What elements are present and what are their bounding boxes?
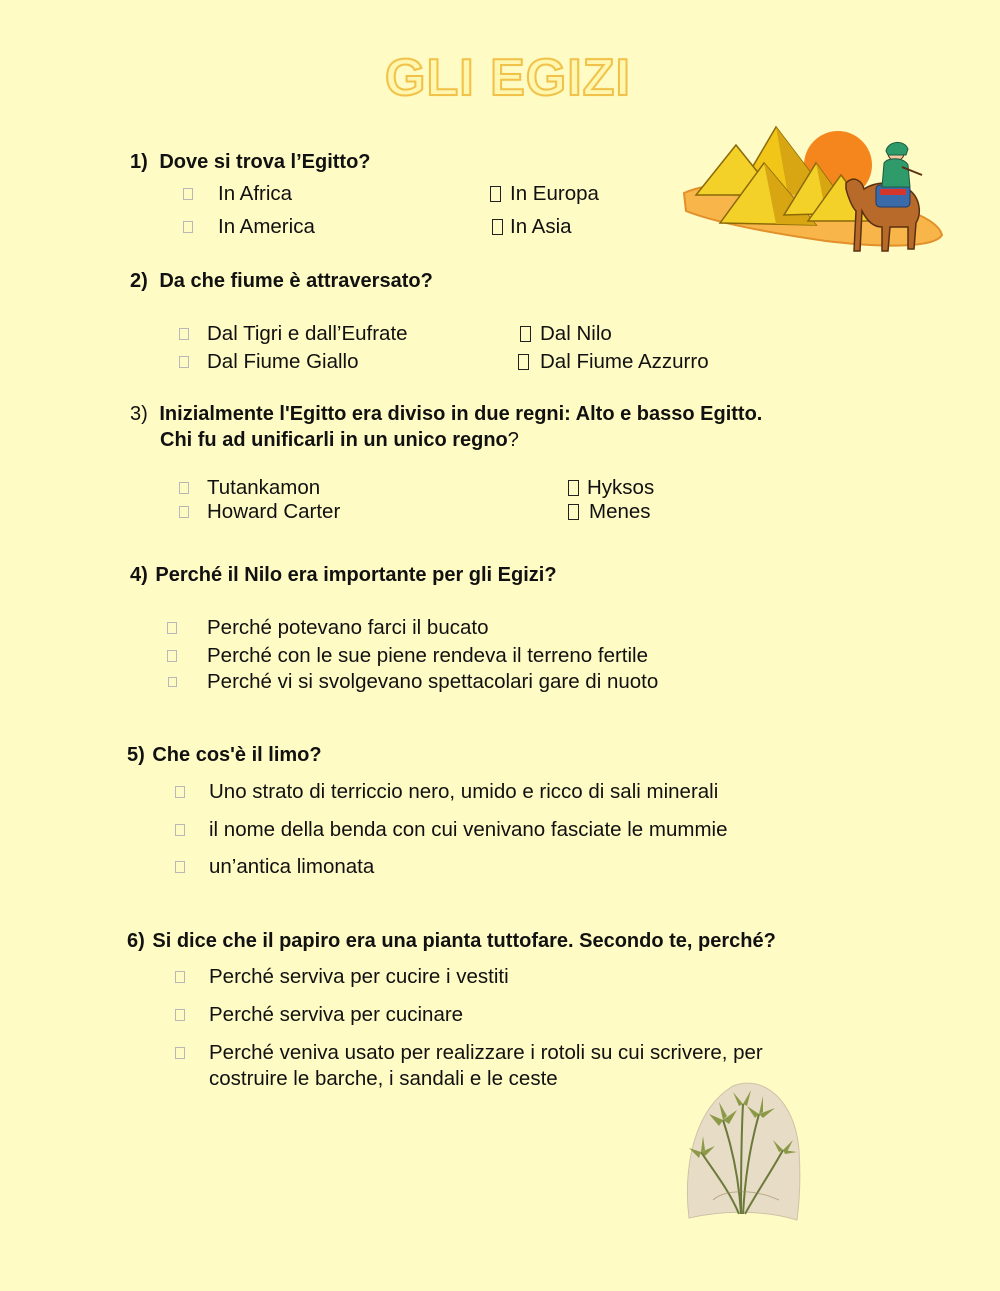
answer-option[interactable] (175, 1003, 463, 1027)
question-number: 2) (130, 270, 148, 292)
checkbox[interactable] (175, 786, 185, 798)
option-label: In America (218, 215, 315, 238)
page-title: GLI EGIZI (385, 49, 631, 107)
question-mark: ? (507, 429, 519, 451)
papyrus-plant-illustration (683, 1080, 803, 1225)
option-label: Tutankamon (207, 476, 321, 499)
answer-option[interactable] (175, 818, 727, 842)
answer-option[interactable] (490, 182, 599, 206)
question-text-line-1: Inizialmente l'Egitto era diviso in due regni: Alto e basso Egitto. (159, 403, 763, 425)
checkbox[interactable] (179, 328, 189, 340)
option-continuation (209, 1067, 558, 1091)
question-3 (130, 401, 762, 427)
option-label: Perché serviva per cucinare (209, 1003, 464, 1026)
pyramids-camel-illustration (676, 123, 948, 265)
option-label: Perché potevano farci il bucato (207, 616, 489, 639)
answer-option[interactable] (175, 780, 718, 804)
checkbox[interactable] (179, 506, 189, 518)
question-number: 4) (130, 564, 148, 586)
answer-option[interactable] (179, 350, 359, 374)
answer-option[interactable] (168, 670, 658, 694)
option-label: Dal Fiume Azzurro (540, 350, 709, 373)
question-number: 6) (127, 930, 145, 952)
option-label: Uno strato di terriccio nero, umido e ricco di sali minerali (209, 780, 719, 803)
answer-option[interactable] (492, 215, 572, 239)
answer-option[interactable] (568, 476, 654, 500)
checkbox[interactable] (175, 971, 185, 983)
checkbox[interactable] (167, 650, 177, 662)
option-label: Perché serviva per cucire i vestiti (209, 965, 509, 988)
question-5 (127, 742, 322, 768)
answer-option[interactable] (175, 855, 374, 879)
answer-option[interactable] (179, 322, 408, 346)
option-label: Hyksos (587, 476, 655, 499)
question-text: Da che fiume è attraversato? (159, 270, 433, 292)
answer-option[interactable] (518, 350, 709, 374)
question-number: 3) (130, 403, 148, 425)
option-label: In Europa (510, 182, 599, 205)
checkbox[interactable] (183, 188, 193, 200)
option-label: Dal Nilo (540, 322, 612, 345)
option-label: Perché veniva usato per realizzare i rotoli su cui scrivere, per (209, 1041, 763, 1064)
answer-option[interactable] (179, 476, 320, 500)
option-label: Howard Carter (207, 500, 341, 523)
option-label: un’antica limonata (209, 855, 375, 878)
option-label: Dal Tigri e dall’Eufrate (207, 322, 408, 345)
question-text: Perché il Nilo era importante per gli Egizi? (155, 564, 557, 586)
question-4 (130, 562, 557, 588)
answer-option[interactable] (183, 182, 292, 206)
checkbox[interactable] (183, 221, 193, 233)
question-number: 1) (130, 151, 148, 173)
answer-option[interactable] (167, 644, 648, 668)
option-label: Perché vi si svolgevano spettacolari gare di nuoto (207, 670, 659, 693)
answer-option[interactable] (179, 500, 340, 524)
checkbox[interactable] (175, 1047, 185, 1059)
option-label: il nome della benda con cui venivano fasciate le mummie (209, 818, 728, 841)
option-label: In Asia (510, 215, 572, 238)
option-label: Perché con le sue piene rendeva il terreno fertile (207, 644, 649, 667)
checkbox[interactable] (167, 622, 177, 634)
option-label-continued: costruire le barche, i sandali e le ceste (209, 1067, 558, 1090)
checkbox[interactable] (175, 824, 185, 836)
answer-option[interactable] (520, 322, 612, 346)
question-6 (127, 928, 776, 954)
option-label: Menes (589, 500, 651, 523)
question-1 (130, 149, 371, 175)
checkbox[interactable] (568, 480, 579, 496)
checkbox[interactable] (179, 482, 189, 494)
answer-option[interactable] (175, 965, 509, 989)
question-text: Dove si trova l’Egitto? (159, 151, 371, 173)
checkbox[interactable] (179, 356, 189, 368)
checkbox[interactable] (175, 1009, 185, 1021)
checkbox[interactable] (492, 219, 503, 235)
question-text: Si dice che il papiro era una pianta tuttofare. Secondo te, perché? (152, 930, 776, 952)
checkbox[interactable] (568, 504, 579, 520)
question-2 (130, 268, 433, 294)
checkbox[interactable] (175, 861, 185, 873)
checkbox[interactable] (520, 326, 531, 342)
option-label: In Africa (218, 182, 293, 205)
question-3-line-2 (160, 427, 519, 453)
answer-option[interactable] (568, 500, 651, 524)
question-text: Che cos'è il limo? (152, 744, 322, 766)
answer-option[interactable] (167, 616, 488, 640)
question-number: 5) (127, 744, 145, 766)
question-text-line-2: Chi fu ad unificarli in un unico regno (160, 429, 508, 451)
option-label: Dal Fiume Giallo (207, 350, 359, 373)
checkbox[interactable] (518, 354, 529, 370)
answer-option[interactable] (183, 215, 315, 239)
checkbox[interactable] (168, 677, 177, 687)
checkbox[interactable] (490, 186, 501, 202)
answer-option[interactable] (175, 1041, 763, 1065)
